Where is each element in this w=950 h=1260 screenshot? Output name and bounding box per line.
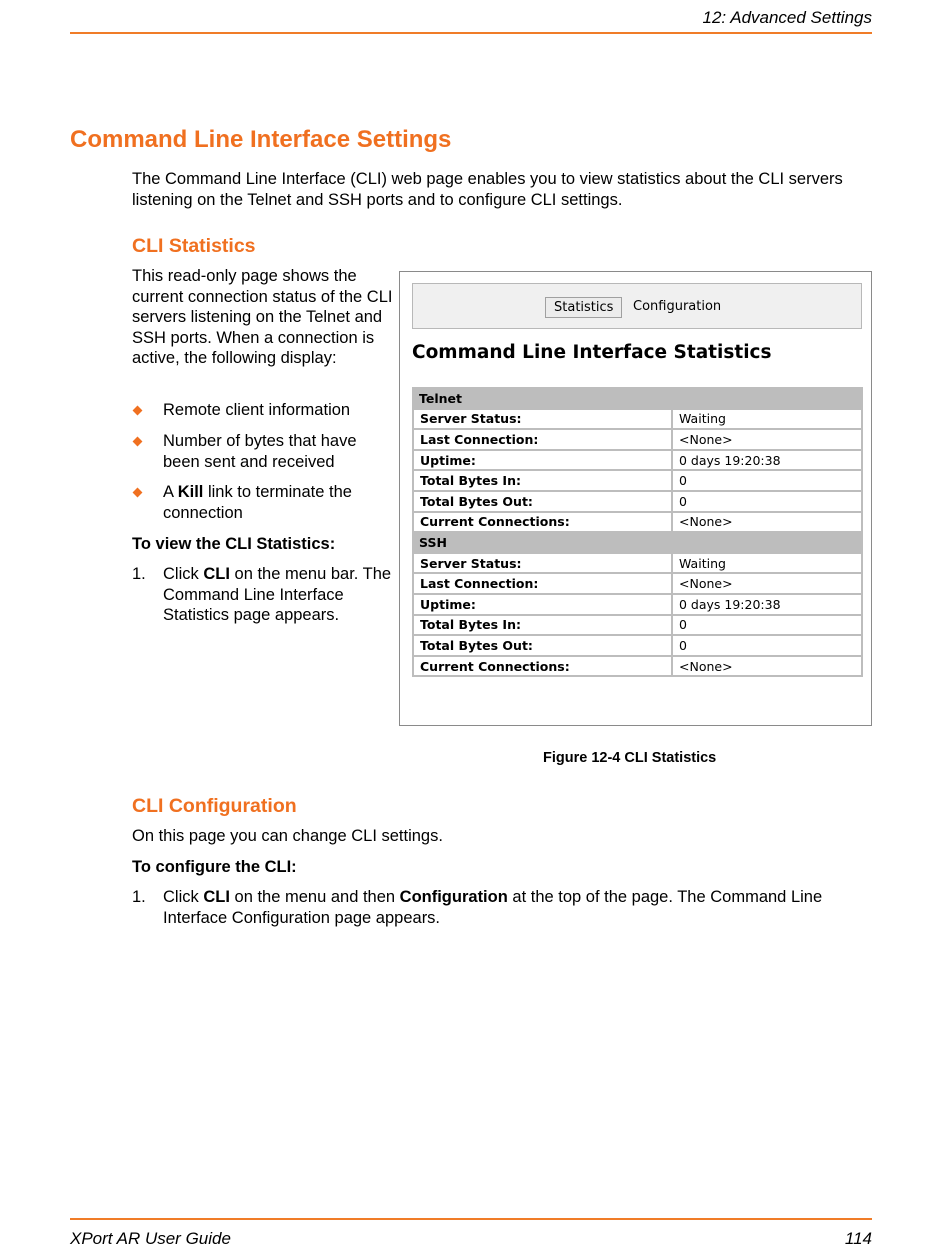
table-row: Uptime: 0 days 19:20:38 <box>414 451 861 470</box>
bullet-text: A Kill link to terminate the connection <box>163 483 352 522</box>
procedure-title: To configure the CLI: <box>132 858 297 876</box>
statistics-table <box>412 387 863 677</box>
section-title: Command Line Interface Settings <box>70 126 452 153</box>
table-row: Current Connections: <None> <box>414 513 861 532</box>
table-row: Total Bytes Out: 0 <box>414 636 861 655</box>
diamond-bullet-icon <box>133 437 143 447</box>
footer-rule <box>70 1218 872 1220</box>
table-row: Last Connection: <None> <box>414 430 861 449</box>
running-header: 12: Advanced Settings <box>702 8 872 27</box>
step-text: Click CLI on the menu bar. The Command Line Interface Statistics page appears. <box>163 565 392 624</box>
cli-configuration-heading: CLI Configuration <box>132 795 297 817</box>
section-header-telnet: Telnet <box>414 389 861 408</box>
table-row: Last Connection: <None> <box>414 574 861 593</box>
footer-doc-title: XPort AR User Guide <box>70 1229 231 1248</box>
table-row: Server Status: Waiting <box>414 554 861 573</box>
procedure-title: To view the CLI Statistics: <box>132 535 336 553</box>
cli-statistics-screenshot <box>399 271 872 726</box>
table-row: Total Bytes In: 0 <box>414 471 861 490</box>
step-number: 1. <box>132 888 146 906</box>
kill-term: Kill <box>177 483 204 501</box>
table-row: Total Bytes In: 0 <box>414 616 861 635</box>
bullet-text: Number of bytes that have been sent and received <box>163 432 357 471</box>
cli-configuration-paragraph: On this page you can change CLI settings. <box>132 827 443 845</box>
section-header-ssh: SSH <box>414 533 861 552</box>
tab-configuration[interactable]: Configuration <box>633 299 722 314</box>
table-row: Server Status: Waiting <box>414 410 861 429</box>
diamond-bullet-icon <box>133 488 143 498</box>
table-row: Total Bytes Out: 0 <box>414 492 861 511</box>
cli-statistics-paragraph: This read-only page shows the current connection status of the CLI servers listening on the Telnet and SSH ports. When a connection is active, the following display: <box>132 267 393 367</box>
figure-page-title: Command Line Interface Statistics <box>412 342 772 363</box>
header-rule <box>70 32 872 34</box>
intro-paragraph: The Command Line Interface (CLI) web page enables you to view statistics about the CLI servers listening on the Telnet and SSH ports and to configure CLI settings. <box>132 170 843 209</box>
bullet-text: Remote client information <box>163 401 351 419</box>
figure-nav-bar <box>412 283 862 329</box>
table-row: Uptime: 0 days 19:20:38 <box>414 595 861 614</box>
cli-statistics-heading: CLI Statistics <box>132 235 256 257</box>
figure-caption: Figure 12-4 CLI Statistics <box>543 750 717 766</box>
page-number: 114 <box>844 1229 872 1248</box>
step-text: Click CLI on the menu and then Configuration at the top of the page. The Command Line Interface Configuration page appears. <box>163 888 823 927</box>
step-number: 1. <box>132 565 146 583</box>
table-row: Current Connections: <None> <box>414 657 861 676</box>
tab-statistics[interactable]: Statistics <box>545 297 622 318</box>
diamond-bullet-icon <box>133 406 143 416</box>
